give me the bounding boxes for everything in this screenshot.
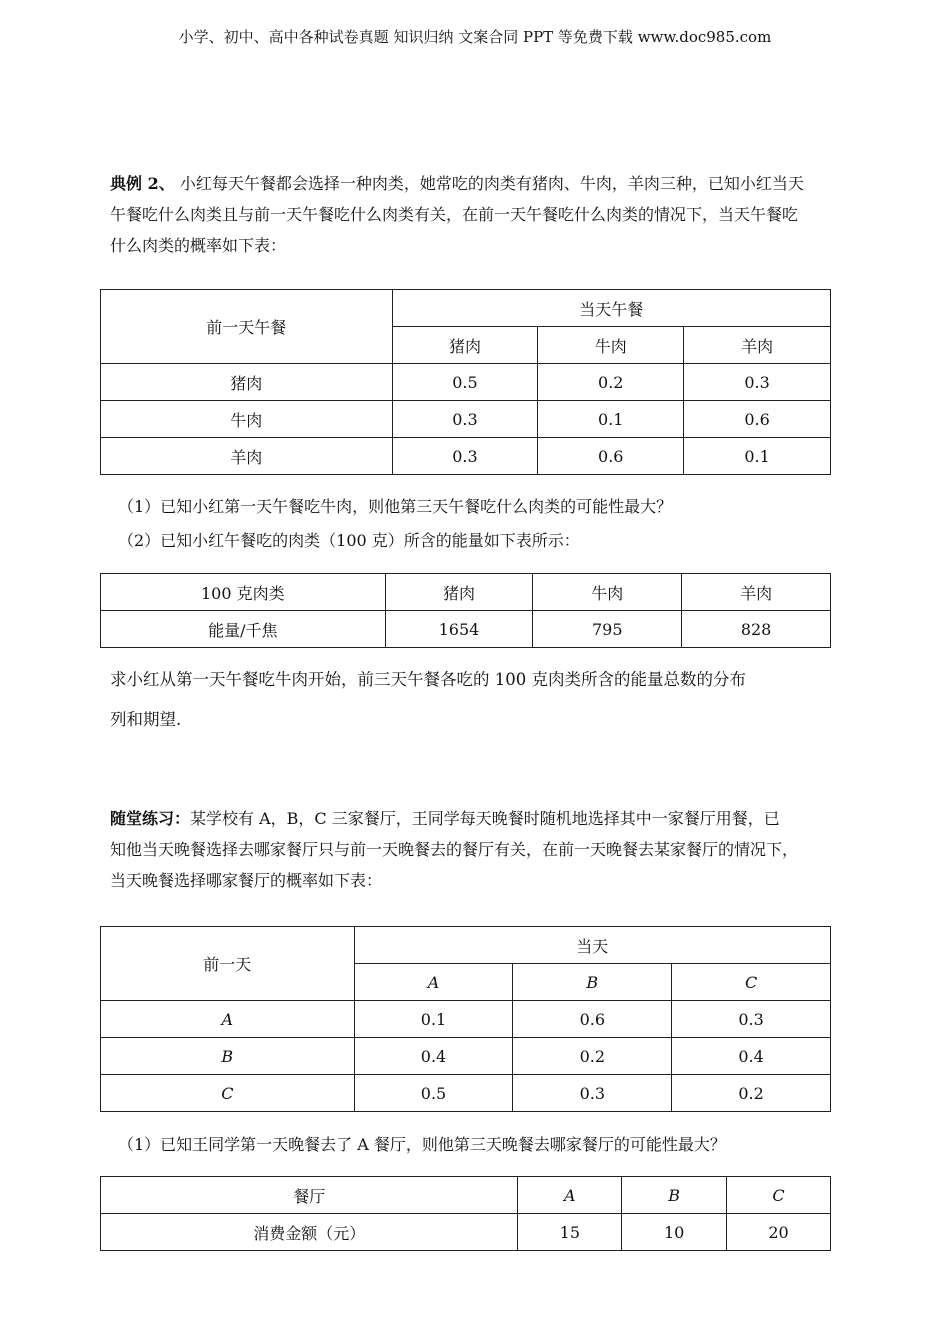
table-cell: 15 [518,1214,622,1251]
table-row [101,438,831,475]
table-energy [100,573,831,648]
table-header-cell: A [518,1177,622,1214]
row-label: C [101,1075,355,1112]
table-cell: 0.5 [392,364,538,401]
table-col-group: 当天 [354,927,830,964]
example2-label: 典例 2、 [110,174,175,193]
table-row [101,1038,831,1075]
example2-line2: 午餐吃什么肉类且与前一天午餐吃什么肉类有关，在前一天午餐吃什么肉类的情况下，当天午餐吃 [110,205,799,224]
table-header-cell: B [622,1177,727,1214]
table-row-header: 前一天 [101,927,355,1001]
table-cell: 0.3 [392,401,538,438]
table-cell: 0.1 [684,438,831,475]
example2-ask-line2: 列和期望. [110,710,182,729]
table-cell: 消费金额（元） [101,1214,518,1251]
table-cell: 0.4 [354,1038,513,1075]
row-label: 羊肉 [101,438,393,475]
table-cell: 0.6 [684,401,831,438]
table-header-cell: C [727,1177,831,1214]
table-cell: 828 [682,611,831,648]
table-row [101,611,831,648]
table-cell: 0.2 [513,1038,672,1075]
row-label: 牛肉 [101,401,393,438]
table-col-group: 当天午餐 [392,290,830,327]
table-cell: 0.1 [538,401,684,438]
table-cell: 0.3 [684,364,831,401]
table-restaurant-cost [100,1176,831,1251]
table-cell: 0.6 [513,1001,672,1038]
table-row-header: 前一天午餐 [101,290,393,364]
practice-question1: （1）已知王同学第一天晚餐去了 A 餐厅，则他第三天晚餐去哪家餐厅的可能性最大？ [118,1135,726,1154]
table-header-cell: 猪肉 [385,574,533,611]
page-header: 小学、初中、高中各种试卷真题 知识归纳 文案合同 PPT 等免费下载 www.doc985.com [178,28,772,46]
table-col-header: A [354,964,513,1001]
row-label: A [101,1001,355,1038]
table-cell: 0.1 [354,1001,513,1038]
table-row [101,364,831,401]
example2-ask-line1: 求小红从第一天午餐吃牛肉开始，前三天午餐各吃的 100 克肉类所含的能量总数的分布 [110,670,746,689]
table-col-header: B [513,964,672,1001]
table-col-header: 牛肉 [538,327,684,364]
table-cell: 0.4 [672,1038,831,1075]
table-cell: 0.2 [538,364,684,401]
table-cell: 0.2 [672,1075,831,1112]
table-cell: 0.6 [538,438,684,475]
example2-ask [110,660,835,740]
practice-text [110,803,835,896]
table-header-cell: 餐厅 [101,1177,518,1214]
table-col-header: 羊肉 [684,327,831,364]
table-cell: 1654 [385,611,533,648]
example2-line1: 小红每天午餐都会选择一种肉类，她常吃的肉类有猪肉、牛肉，羊肉三种，已知小红当天 [179,174,804,193]
table-restaurant-probability [100,926,831,1112]
example2-text [110,168,835,261]
table-col-header: 猪肉 [392,327,538,364]
table-cell: 0.3 [672,1001,831,1038]
table-cell: 10 [622,1214,727,1251]
example2-line3: 什么肉类的概率如下表： [110,236,287,255]
table-cell: 0.3 [513,1075,672,1112]
table-header-cell: 羊肉 [682,574,831,611]
table-row [101,1075,831,1112]
table-cell: 20 [727,1214,831,1251]
table-cell: 795 [533,611,682,648]
table-header-cell: 100 克肉类 [101,574,386,611]
row-label: B [101,1038,355,1075]
table-row [101,1214,831,1251]
table-cell: 0.5 [354,1075,513,1112]
practice-line3: 当天晚餐选择哪家餐厅的概率如下表： [110,871,383,890]
table-header-cell: 牛肉 [533,574,682,611]
practice-line1: 某学校有 A，B，C 三家餐厅，王同学每天晚餐时随机地选择其中一家餐厅用餐，已 [190,809,780,828]
table-row [101,401,831,438]
table-row [101,1001,831,1038]
example2-question2: （2）已知小红午餐吃的肉类（100 克）所含的能量如下表所示： [118,531,580,550]
table-cell: 能量/千焦 [101,611,386,648]
table-lunch-probability [100,289,831,475]
practice-label: 随堂练习： [110,809,191,828]
practice-line2: 知他当天晚餐选择去哪家餐厅只与前一天晚餐去的餐厅有关，在前一天晚餐去某家餐厅的情况下， [110,840,799,859]
table-col-header: C [672,964,831,1001]
example2-question1: （1）已知小红第一天午餐吃牛肉，则他第三天午餐吃什么肉类的可能性最大？ [118,497,673,516]
row-label: 猪肉 [101,364,393,401]
table-cell: 0.3 [392,438,538,475]
